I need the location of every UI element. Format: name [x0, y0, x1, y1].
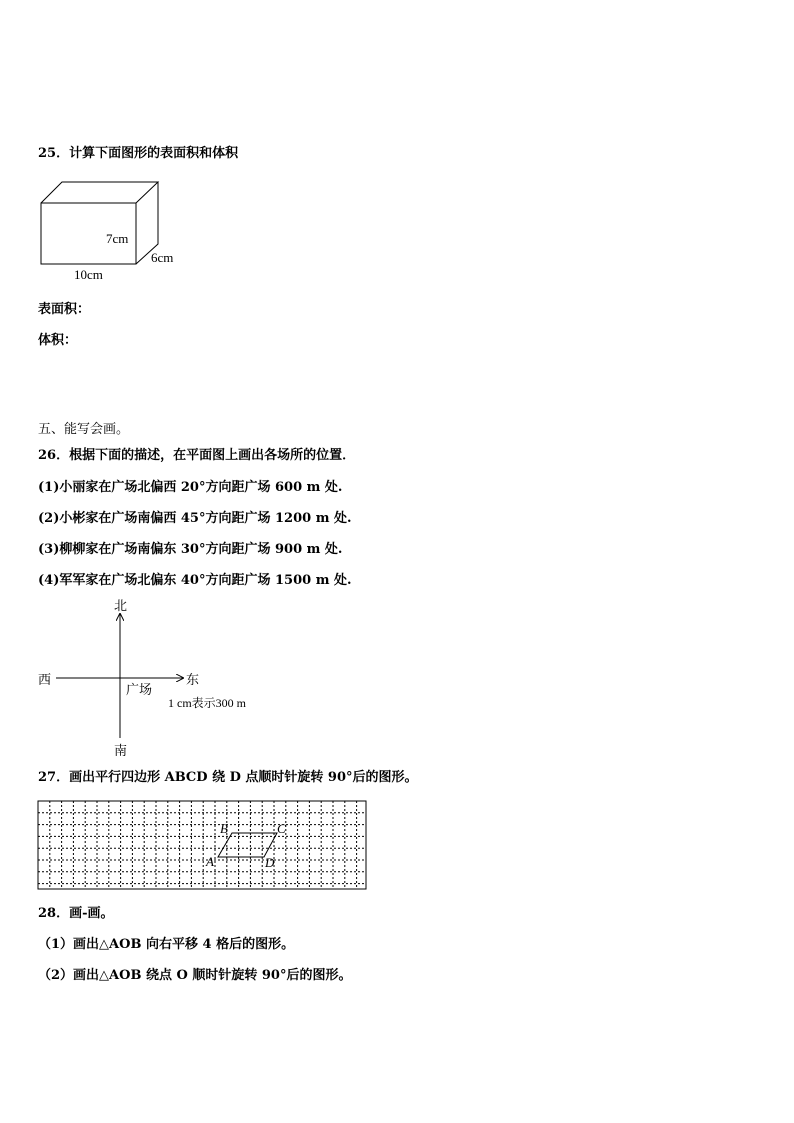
- q28-title: 28．画-画。: [38, 906, 114, 921]
- south-label: 南: [114, 743, 128, 758]
- scale-label: 1 cm表示300 m: [168, 696, 246, 710]
- q26-title: 26．根据下面的描述，在平面图上画出各场所的位置．: [38, 448, 356, 463]
- cuboid-depth-label: 6cm: [151, 250, 174, 265]
- center-label: 广场: [126, 682, 153, 697]
- surface-area-label: 表面积：: [38, 302, 91, 317]
- vertex-c: C: [277, 821, 286, 836]
- vertex-d: D: [265, 855, 275, 870]
- q28-item-2: （2）画出△AOB 绕点 O 顺时针旋转 90°后的图形。: [38, 968, 352, 983]
- section-heading: 五、能写会画。: [38, 422, 130, 437]
- q26-item-3: (3)柳柳家在广场南偏东 30°方向距广场 900 m 处.: [38, 542, 343, 557]
- west-label: 西: [38, 672, 52, 687]
- cuboid-height-label: 7cm: [106, 231, 129, 246]
- q26-item-1: (1)小丽家在广场北偏西 20°方向距广场 600 m 处.: [38, 480, 343, 495]
- vertex-a: A: [206, 854, 214, 869]
- q26-item-2: (2)小彬家在广场南偏西 45°方向距广场 1200 m 处.: [38, 511, 352, 526]
- q26-item-4: (4)军军家在广场北偏东 40°方向距广场 1500 m 处.: [38, 573, 352, 588]
- grid-figure: [37, 800, 367, 890]
- cuboid-length-label: 10cm: [74, 267, 103, 282]
- grid-border: [38, 801, 366, 889]
- east-label: 东: [186, 672, 200, 687]
- cuboid-top-face: [41, 182, 158, 203]
- north-label: 北: [114, 598, 128, 613]
- q28-item-1: （1）画出△AOB 向右平移 4 格后的图形。: [38, 937, 295, 952]
- volume-label: 体积：: [38, 333, 78, 348]
- q25-title: 25．计算下面图形的表面积和体积: [38, 146, 239, 161]
- direction-diagram: [36, 596, 276, 760]
- cuboid-figure: [36, 176, 186, 284]
- vertex-b: B: [220, 821, 228, 836]
- q27-title: 27．画出平行四边形 ABCD 绕 D 点顺时针旋转 90°后的图形。: [38, 770, 418, 785]
